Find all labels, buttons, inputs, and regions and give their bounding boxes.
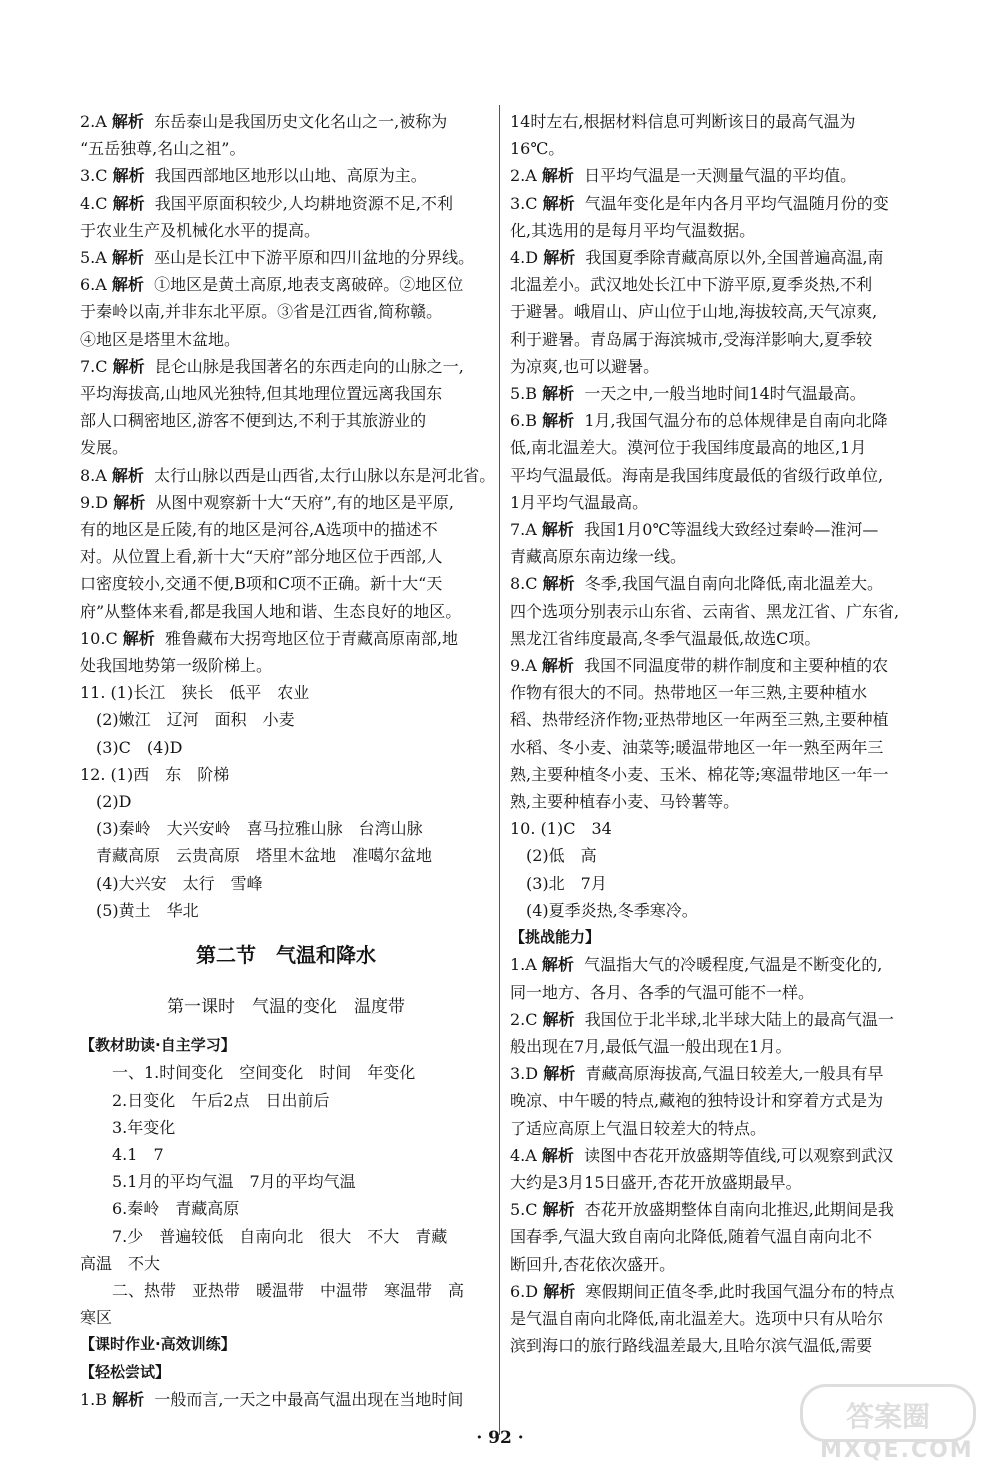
question-number: 9.D: [80, 492, 109, 512]
question-number: 10.: [510, 819, 536, 839]
section-bracket-heading: 【轻松尝试】: [80, 1362, 171, 1381]
answer-line: [510, 897, 926, 924]
answer-line: [510, 570, 926, 597]
answer-text: (3)C (4)D: [80, 737, 183, 757]
answer-line: [80, 326, 492, 353]
answer-line: [510, 298, 926, 325]
section-bracket-heading: 【挑战能力】: [510, 928, 601, 947]
answer-line: [510, 326, 926, 353]
question-number: 2.A: [510, 166, 537, 186]
analysis-tag: 解析: [543, 1281, 576, 1301]
question-number: 1.B: [80, 1389, 108, 1409]
answer-line: [510, 1006, 926, 1033]
answer-text: 我国不同温度带的耕作制度和主要种植的农: [584, 656, 889, 676]
section-bracket-heading: 【教材助读·自主学习】: [80, 1036, 236, 1055]
analysis-tag: 解析: [541, 520, 574, 540]
analysis-tag: 解析: [542, 1200, 575, 1220]
answer-text: 我国平原面积较少,人均耕地资源不足,不利: [154, 193, 453, 213]
analysis-tag: 解析: [111, 248, 144, 268]
answer-text: 四个选项分别表示山东省、云南省、黑龙江省、广东省,: [510, 601, 900, 621]
answer-text: 水稻、冬小麦、油菜等;暖温带地区一年一熟至两年三: [510, 737, 884, 757]
answer-line: [510, 1033, 926, 1060]
answer-line: [80, 570, 492, 597]
study-answer-line: 高温 不大: [80, 1253, 161, 1273]
subsection-title: 第一课时 气温的变化 温度带: [167, 997, 405, 1018]
question-number: 3.D: [510, 1064, 539, 1084]
answer-line: [510, 108, 926, 135]
answer-text: 利于避暑。青岛属于海滨城市,受海洋影响大,夏季较: [510, 329, 873, 349]
answer-text: 巫山是长江中下游平原和四川盆地的分界线。: [154, 248, 475, 268]
answer-text: 雅鲁藏布大拐弯地区位于青藏高原南部,地: [164, 628, 459, 648]
question-number: 4.D: [510, 248, 539, 268]
answer-line: [80, 407, 492, 434]
question-number: 2.A: [80, 112, 107, 131]
answer-line: [510, 1332, 926, 1359]
question-number: 5.C: [510, 1200, 538, 1220]
answer-line: [80, 434, 492, 461]
question-number: 6.D: [510, 1281, 539, 1301]
answer-line: [80, 625, 492, 652]
study-answer-line: 2.日变化 午后2点 日出前后: [80, 1090, 330, 1110]
study-answer-line: 一、1.时间变化 空间变化 时间 年变化: [80, 1063, 416, 1083]
watermark-badge: [800, 1384, 976, 1442]
answer-text: 处我国地势第一级阶梯上。: [80, 656, 273, 676]
answer-line: [510, 679, 926, 706]
analysis-tag: 解析: [542, 411, 575, 431]
analysis-tag: 解析: [112, 193, 145, 213]
answer-line: [510, 407, 926, 434]
study-answer-line: 寒区: [80, 1308, 113, 1328]
answer-text: 平均气温最低。海南是我国纬度最低的省级行政单位,: [510, 465, 884, 485]
analysis-tag: 解析: [542, 193, 575, 213]
answer-text: 大约是3月15日盛开,杏花开放盛期最早。: [510, 1172, 802, 1192]
answer-line: [80, 652, 492, 679]
answer-line: [510, 1142, 926, 1169]
question-number: 9.A: [510, 656, 537, 676]
answer-text: 低,南北温差大。漠河位于我国纬度最高的地区,1月: [510, 438, 867, 458]
answer-text: 部人口稠密地区,游客不便到达,不利于其旅游业的: [80, 411, 427, 431]
answer-line: [510, 706, 926, 733]
answer-text: 16℃。: [510, 139, 565, 159]
answer-text: 晚凉、中午暖的特点,藏袍的独特设计和穿着方式是为: [510, 1091, 884, 1111]
answer-line: [510, 734, 926, 761]
answer-line: [510, 162, 926, 189]
analysis-tag: 解析: [543, 1064, 576, 1084]
answer-text: 于秦岭以南,并非东北平原。③省是江西省,简称赣。: [80, 302, 443, 322]
answer-text: 一般而言,一天之中最高气温出现在当地时间: [154, 1389, 464, 1409]
answer-text: 杏花开放盛期整体自南向北推迟,此期间是我: [584, 1200, 894, 1220]
answer-text: 北温差小。武汉地处长江中下游平原,夏季炎热,不利: [510, 275, 873, 295]
right-column: [510, 108, 926, 1359]
answer-text: (1)C 34: [540, 819, 612, 839]
answer-line: [510, 788, 926, 815]
answer-text: 我国1月0℃等温线大致经过秦岭—淮河—: [584, 520, 879, 540]
answer-line: [80, 788, 492, 815]
answer-text: 有的地区是丘陵,有的地区是河谷,A选项中的描述不: [80, 520, 438, 540]
answer-line: [80, 190, 492, 217]
analysis-tag: 解析: [541, 1145, 574, 1165]
column-divider: [499, 105, 500, 1435]
answer-text: 东岳泰山是我国历史文化名山之一,被称为: [154, 112, 448, 131]
question-number: 3.C: [510, 193, 538, 213]
answer-text: 读图中杏花开放盛期等值线,可以观察到武汉: [584, 1145, 894, 1165]
answer-line: [80, 761, 492, 788]
question-number: 8.C: [510, 574, 538, 594]
question-number: 3.C: [80, 166, 108, 186]
answer-line: [80, 244, 492, 271]
answer-line: [510, 1115, 926, 1142]
analysis-tag: 解析: [541, 656, 574, 676]
watermark-url: MXQE.COM: [820, 1438, 974, 1463]
answer-text: ①地区是黄土高原,地表支离破碎。②地区位: [154, 275, 464, 295]
answer-line: [510, 625, 926, 652]
study-answer-line: 5.1月的平均气温 7月的平均气温: [80, 1172, 356, 1192]
answer-text: 我国夏季除青藏高原以外,全国普遍高温,南: [585, 248, 884, 268]
answer-text: (3)北 7月: [510, 873, 607, 893]
page-number: · 92 ·: [476, 1428, 524, 1448]
question-number: 6.B: [510, 411, 538, 431]
answer-line: [510, 1196, 926, 1223]
answer-text: 青藏高原 云贵高原 塔里木盆地 准噶尔盆地: [80, 846, 433, 866]
answer-line: [510, 761, 926, 788]
answer-text: 我国西部地区地形以山地、高原为主。: [154, 166, 427, 186]
study-answer-line: 7.少 普遍较低 自南向北 很大 不大 青藏: [80, 1226, 448, 1246]
answer-line: [510, 1251, 926, 1278]
analysis-tag: 解析: [542, 1009, 575, 1029]
answer-text: (2)嫩江 辽河 面积 小麦: [80, 710, 295, 730]
answer-line: [80, 380, 492, 407]
analysis-tag: 解析: [112, 1389, 145, 1409]
watermark-logo: [780, 1380, 990, 1470]
answer-line: [80, 298, 492, 325]
answer-text: 对。从位置上看,新十大“天府”部分地区位于西部,人: [80, 547, 443, 567]
answer-line: [510, 489, 926, 516]
answer-text: 于避暑。峨眉山、庐山位于山地,海拔较高,天气凉爽,: [510, 302, 878, 322]
analysis-tag: 解析: [111, 275, 144, 295]
answer-text: 口密度较小,交通不便,B项和C项不正确。新十大“天: [80, 574, 443, 594]
answer-text: 气温年变化是年内各月平均气温随月份的变: [584, 193, 889, 213]
answer-line: [80, 353, 492, 380]
question-number: 8.A: [80, 465, 107, 485]
answer-text: 发展。: [80, 438, 129, 458]
answer-text: 太行山脉以西是山西省,太行山脉以东是河北省。: [154, 465, 496, 485]
answer-text: 滨到海口的旅行路线温差最大,且哈尔滨气温低,需要: [510, 1336, 873, 1356]
question-number: 4.C: [80, 193, 108, 213]
question-number: 2.C: [510, 1009, 538, 1029]
answer-text: 府”从整体来看,都是我国人地和谐、生态良好的地区。: [80, 601, 462, 621]
answer-text: 冬季,我国气温自南向北降低,南北温差大。: [584, 574, 883, 594]
answer-line: [80, 598, 492, 625]
answer-text: 一天之中,一般当地时间14时气温最高。: [584, 384, 866, 404]
answer-line: [80, 271, 492, 298]
answer-text: 化,其选用的是每月平均气温数据。: [510, 220, 756, 240]
answer-text: (4)夏季炎热,冬季寒冷。: [510, 900, 698, 920]
analysis-tag: 解析: [542, 574, 575, 594]
study-answer-line: 二、热带 亚热带 暖温带 中温带 寒温带 高: [80, 1280, 465, 1300]
answer-text: 1月,我国气温分布的总体规律是自南向北降: [584, 411, 888, 431]
answer-line: [510, 190, 926, 217]
answer-line: [510, 842, 926, 869]
question-number: 1.A: [510, 955, 537, 975]
question-number: 12.: [80, 764, 106, 784]
answer-text: 黑龙江省纬度最高,冬季气温最低,故选C项。: [510, 628, 821, 648]
answer-line: [510, 380, 926, 407]
answer-text: ④地区是塔里木盆地。: [80, 329, 241, 349]
analysis-tag: 解析: [111, 465, 144, 485]
answer-line: [80, 706, 492, 733]
answer-text: 平均海拔高,山地风光独特,但其地理位置远离我国东: [80, 384, 443, 404]
answer-text: 气温指大气的冷暖程度,气温是不断变化的,: [584, 955, 883, 975]
answer-line: [80, 108, 492, 135]
answer-line: [510, 1060, 926, 1087]
analysis-tag: 解析: [543, 248, 576, 268]
analysis-tag: 解析: [542, 384, 575, 404]
answer-line: [80, 842, 492, 869]
answer-text: 熟,主要种植春小麦、马铃薯等。: [510, 792, 740, 812]
analysis-tag: 解析: [112, 356, 145, 376]
answer-line: [80, 543, 492, 570]
question-number: 5.A: [80, 248, 107, 268]
answer-text: 了适应高原上气温日较差大的特点。: [510, 1118, 767, 1138]
answer-line: [80, 135, 492, 162]
answer-line: [510, 1278, 926, 1305]
question-number: 6.A: [80, 275, 107, 295]
answer-line: [80, 870, 492, 897]
answer-text: 日平均气温是一天测量气温的平均值。: [584, 166, 857, 186]
answer-line: [510, 1087, 926, 1114]
answer-line: [80, 489, 492, 516]
answer-line: [80, 815, 492, 842]
answer-text: 我国位于北半球,北半球大陆上的最高气温一: [584, 1009, 894, 1029]
answer-line: [80, 897, 492, 924]
answer-text: 14时左右,根据材料信息可判断该日的最高气温为: [510, 112, 856, 131]
answer-text: (2)D: [80, 792, 132, 812]
analysis-tag: 解析: [541, 955, 574, 975]
answer-line: [510, 135, 926, 162]
question-number: 7.C: [80, 356, 108, 376]
answer-line: [510, 951, 926, 978]
answer-line: [80, 217, 492, 244]
question-number: 5.B: [510, 384, 538, 404]
answer-line: [510, 815, 926, 842]
analysis-tag: 解析: [122, 628, 155, 648]
answer-line: [510, 870, 926, 897]
answer-text: (4)大兴安 太行 雪峰: [80, 873, 263, 893]
answer-text: (3)秦岭 大兴安岭 喜马拉雅山脉 台湾山脉: [80, 819, 423, 839]
answer-line: [510, 217, 926, 244]
answer-line: [80, 516, 492, 543]
answer-line: [510, 652, 926, 679]
answer-text: 熟,主要种植冬小麦、玉米、棉花等;寒温带地区一年一: [510, 764, 889, 784]
answer-line: [510, 543, 926, 570]
answer-line: [510, 979, 926, 1006]
question-number: 7.A: [510, 520, 537, 540]
analysis-tag: 解析: [111, 112, 144, 131]
answer-text: (1)西 东 阶梯: [110, 764, 230, 784]
answer-text: 青藏高原东南边缘一线。: [510, 547, 687, 567]
answer-text: “五岳独尊,名山之祖”。: [80, 139, 246, 159]
answer-text: 从图中观察新十大“天府”,有的地区是平原,: [155, 492, 454, 512]
answer-text: 寒假期间正值冬季,此时我国气温分布的特点: [585, 1281, 895, 1301]
study-answer-line: 3.年变化: [80, 1117, 176, 1137]
section-title: 第二节 气温和降水: [196, 943, 376, 968]
answer-text: 同一地方、各月、各季的气温可能不一样。: [510, 982, 815, 1002]
answer-text: 于农业生产及机械化水平的提高。: [80, 220, 321, 240]
analysis-tag: 解析: [541, 166, 574, 186]
answer-text: 青藏高原海拔高,气温日较差大,一般具有早: [585, 1064, 884, 1084]
answer-text: 作物有很大的不同。热带地区一年三熟,主要种植水: [510, 683, 868, 703]
answer-text: 1月平均气温最高。: [510, 492, 649, 512]
answer-line: [510, 434, 926, 461]
left-column: [80, 108, 496, 1413]
answer-text: (2)低 高: [510, 846, 597, 866]
answer-text: 般出现在7月,最低气温一般出现在1月。: [510, 1036, 792, 1056]
answer-line: [510, 462, 926, 489]
answer-line: [510, 1305, 926, 1332]
answer-line: [510, 1223, 926, 1250]
answer-text: 是气温自南向北降低,南北温差大。选项中只有从哈尔: [510, 1308, 884, 1328]
answer-line: [80, 162, 492, 189]
answer-line: [510, 244, 926, 271]
study-answer-line: 6.秦岭 青藏高原: [80, 1199, 240, 1219]
answer-line: [510, 271, 926, 298]
question-number: 11.: [80, 683, 106, 703]
analysis-tag: 解析: [113, 492, 146, 512]
answer-line: [510, 353, 926, 380]
answer-line: [80, 679, 492, 706]
answer-text: 稻、热带经济作物;亚热带地区一年两至三熟,主要种植: [510, 710, 889, 730]
answer-text: 断回升,杏花依次盛开。: [510, 1254, 676, 1274]
answer-text: 昆仑山脉是我国著名的东西走向的山脉之一,: [154, 356, 464, 376]
question-number: 4.A: [510, 1145, 537, 1165]
answer-line: [80, 734, 492, 761]
answer-line: [80, 462, 496, 489]
watermark-logo-text: 答案圈: [845, 1400, 930, 1433]
section-bracket-heading: 【课时作业·高效训练】: [80, 1335, 236, 1354]
answer-line: [80, 1386, 492, 1413]
answer-text: (1)长江 狭长 低平 农业: [110, 683, 310, 703]
study-answer-line: 4.1 7: [80, 1144, 164, 1164]
answer-line: [510, 598, 926, 625]
answer-text: (5)黄土 华北: [80, 900, 199, 920]
answer-text: 国春季,气温大致自南向北降低,随着气温自南向北不: [510, 1227, 873, 1247]
answer-line: [510, 1169, 926, 1196]
answer-text: 为凉爽,也可以避暑。: [510, 356, 660, 376]
answer-line: [510, 516, 926, 543]
analysis-tag: 解析: [112, 166, 145, 186]
question-number: 10.C: [80, 628, 118, 648]
